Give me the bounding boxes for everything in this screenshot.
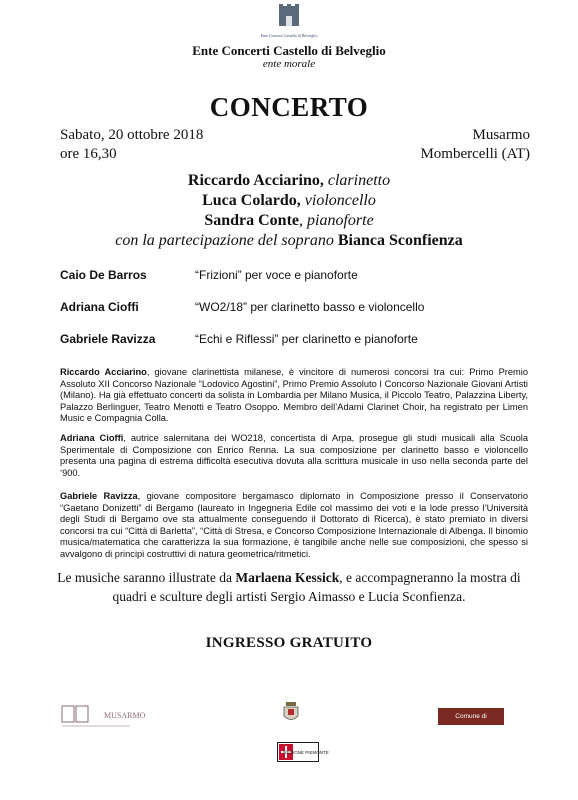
bio-paragraph — [60, 491, 528, 561]
comune-logo: Comune di Mombercelli — [438, 708, 504, 725]
performer-name: Riccardo Acciarino, — [187, 172, 324, 189]
performer-3 — [0, 212, 578, 230]
program-work: “Echi e Riflessi” per clarinetto e pianoforte — [195, 332, 418, 346]
castle-logo — [262, 4, 316, 44]
bio-text: , giovane clarinettista milanese, è vincitore di numerosi concorsi tra cui: Primo Premio Assoluto XII Concorso Nazionale “Lodovico Agostini”, Primo Premio Assoluto I Concorso Nazionale Giovani Artisti (Milano). Ha già effettuato concerti da solista in Lombardia per Milano Musica, il Piccolo Teatro, Palazzina Liberty, Palazzo Berlinguer, Teatro Menotti e Teatro Osoppo. Membro dell’Adami Clarinet Choir, ha registrato per Limen Music e Compagnia Colla. — [60, 367, 529, 424]
note-name: Marlaena Kessick — [235, 570, 340, 585]
admission-label: INGRESSO GRATUITO — [205, 635, 373, 651]
note-after: , e accompagneranno la mostra di quadri e sculture degli artisti Sergio Aimasso e Lucia Sconfienza. — [112, 570, 521, 604]
note-before: Le musiche saranno illustrate da — [57, 570, 232, 585]
musarmo-logo — [60, 702, 146, 730]
program-work: “Frizioni” per voce e pianoforte — [195, 268, 358, 282]
guest-name: Bianca Sconfienza — [337, 232, 463, 249]
bio-text: , autrice salernitana dei WO218, concertista di Arpa, prosegue gli studi musicali alla Scuola Sperimentale di Composizione con Enrico Renna. La sua composizione per clarinetto basso e violoncello presenta una pagina di estrema difficoltà esecutiva dovuta alla scrittura musicale in uso nella seconda parte del ‘900. — [60, 433, 529, 478]
page-title: CONCERTO — [209, 92, 369, 122]
program-composer: Adriana Cioffi — [60, 300, 139, 314]
program-work: “WO2/18” per clarinetto basso e violoncello — [195, 300, 425, 314]
org-name: Ente Concerti Castello di Belveglio — [192, 43, 386, 58]
performer-name: Sandra Conte — [204, 212, 299, 229]
bio-name: Gabriele Ravizza — [60, 491, 138, 501]
program-composer: Gabriele Ravizza — [60, 332, 156, 346]
regione-piemonte-logo — [277, 742, 329, 762]
logo-caption: Ente Concerti Castello di Belveglio — [260, 33, 318, 38]
town-crest-logo — [280, 700, 302, 726]
event-place: Mombercelli (AT) — [420, 146, 530, 162]
performer-name: Luca Colardo, — [202, 192, 301, 209]
event-date: Sabato, 20 ottobre 2018 — [60, 127, 204, 143]
bio-name: Riccardo Acciarino — [60, 367, 147, 377]
bio-text: , giovane compositore bergamasco diplomato in Composizione presso il Conservatorio “Gaetano Donizetti” di Bergamo (laureato in Ingegneria Edile col massimo dei voti e la lode presso l’Università degli Studi di Bergamo ove sta attualmente conseguendo il Dottorato di Ricerca), è stato premiato in diversi concorsi tra cui “Città di Barletta”, “Città di Stresa, e Concorso Composizione Internazionale di Albenga. Il binomio musica/matematica che caratterizza la sua formazione, è tangibile anche nelle sue composizioni, che spesso si avvalgono di principi costruttivi di natura geometrica/ritmetici. — [60, 491, 528, 559]
performer-role: clarinetto — [327, 172, 391, 189]
event-time: ore 16,30 — [60, 146, 117, 162]
program-composer: Caio De Barros — [60, 268, 147, 282]
bio-paragraph — [60, 367, 528, 425]
regione-text: REGIONE PIEMONTE — [283, 750, 329, 755]
performer-role: , pianoforte — [299, 212, 374, 229]
org-subtitle: ente morale — [262, 58, 316, 70]
bio-paragraph — [60, 433, 528, 479]
event-venue: Musarmo — [472, 127, 530, 143]
musarmo-text: MUSARMO — [104, 711, 146, 720]
presentation-note — [48, 568, 530, 606]
bio-name: Adriana Cioffi — [60, 433, 124, 443]
performer-2 — [0, 192, 578, 210]
guest-prefix: con la partecipazione del soprano — [115, 232, 334, 249]
guest-performer — [0, 232, 578, 250]
performer-1 — [0, 172, 578, 190]
performer-role: violoncello — [304, 192, 376, 209]
